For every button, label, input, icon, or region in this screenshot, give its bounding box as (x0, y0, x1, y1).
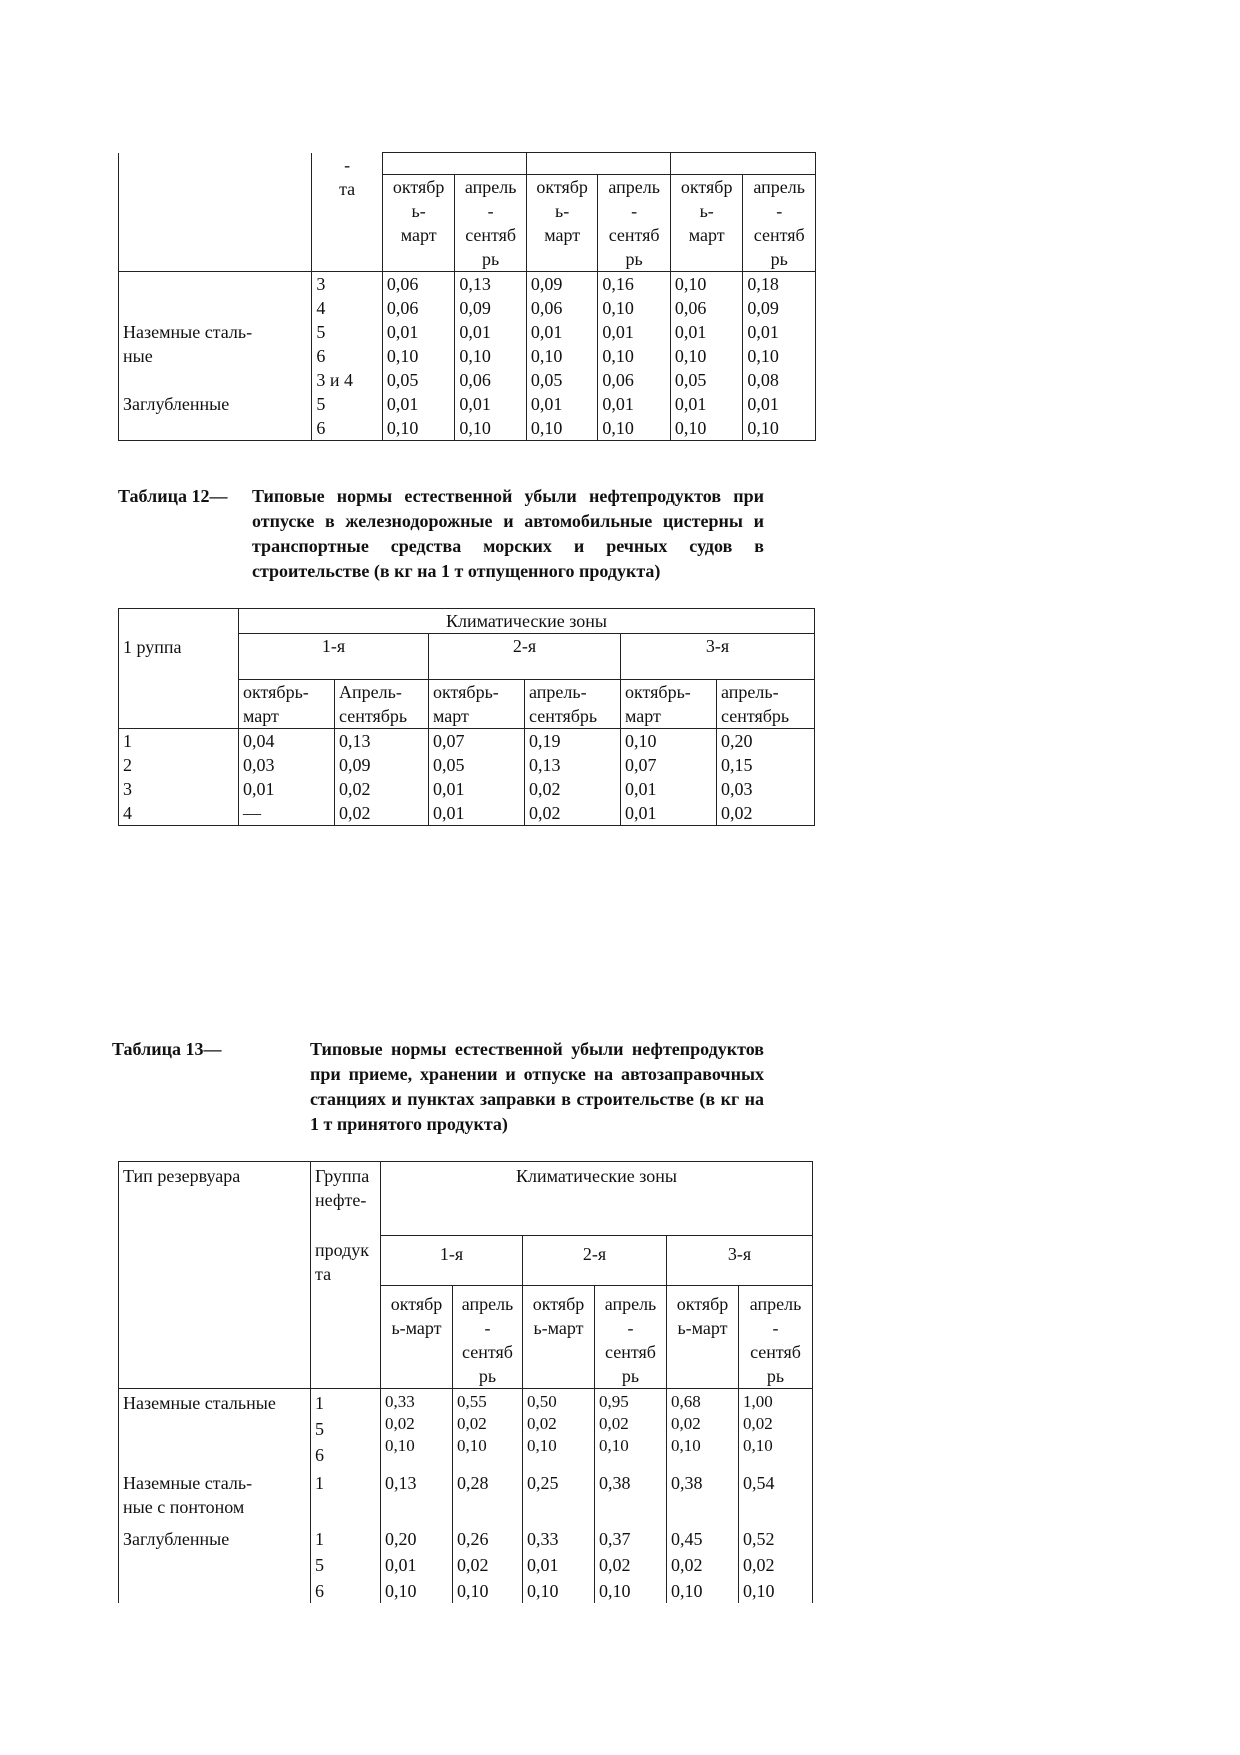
table-12-number: Таблица 12— (118, 486, 228, 506)
season-header: апрель - сентяб рь (739, 1286, 813, 1389)
season-header: октябрь- март (621, 680, 717, 729)
group-cell: 1 5 6 (311, 1527, 381, 1603)
zone-1-header: 1-я (239, 634, 429, 680)
value-cell: 0,50 0,02 0,10 (523, 1389, 595, 1468)
value-cell: 0,37 0,02 0,10 (595, 1527, 667, 1603)
tank-type-cell: Наземные сталь- ные с понтоном (119, 1467, 311, 1527)
season-header: октябр ь- март (526, 175, 598, 272)
table-12 (118, 608, 815, 826)
season-header: октябр ь- март (670, 175, 743, 272)
value-cell: 0,38 (667, 1467, 739, 1527)
zones-header: Климатические зоны (239, 609, 815, 634)
zone-3-header: 3-я (621, 634, 815, 680)
zone-1-header: 1-я (381, 1236, 523, 1286)
type-header-tail (119, 153, 312, 272)
value-column: 0,06 0,06 0,01 0,10 0,05 0,01 0,10 (382, 272, 455, 441)
table-row (119, 1389, 813, 1468)
zone-2-header: 2-я (429, 634, 621, 680)
table-13 (118, 1161, 813, 1603)
table-13-number: Таблица 13— (112, 1039, 222, 1059)
value-cell: 0,45 0,02 0,10 (667, 1527, 739, 1603)
group-column: 3 4 5 6 3 и 4 5 6 (312, 272, 383, 441)
season-header: октябр ь-март (667, 1286, 739, 1389)
season-header: октябрь- март (239, 680, 335, 729)
value-cell: 0,33 0,01 0,10 (523, 1527, 595, 1603)
season-header: апрель - сентяб рь (455, 175, 527, 272)
table-11-continuation (118, 152, 816, 441)
zone-3-header: 3-я (667, 1236, 813, 1286)
zone-3-header (670, 153, 815, 175)
table-row: 3 0,01 0,02 0,01 0,02 0,01 0,03 (119, 777, 815, 801)
value-cell: 0,54 (739, 1467, 813, 1527)
table-12-title: Типовые нормы естественной убыли нефтепродуктов при отпуске в железнодорожные и автомобильные цистерны и транспортные средства морских и речных судов в строительстве (в кг на 1 т отпущенного продукта) (252, 486, 764, 581)
tank-type-header: Тип резервуара (119, 1162, 311, 1389)
zone-2-header: 2-я (523, 1236, 667, 1286)
value-cell: 0,20 0,01 0,10 (381, 1527, 453, 1603)
group-header: 1 руппа (119, 609, 239, 729)
table-row: 2 0,03 0,09 0,05 0,13 0,07 0,15 (119, 753, 815, 777)
zones-header: Климатические зоны (381, 1162, 813, 1236)
season-header: апрель - сентяб рь (598, 175, 671, 272)
tank-type-cell: Наземные сталь- ные Заглубленные (119, 272, 312, 441)
table-row (119, 1467, 813, 1527)
season-header: апрель- сентябрь (525, 680, 621, 729)
value-cell: 0,33 0,02 0,10 (381, 1389, 453, 1468)
season-header: октябр ь- март (382, 175, 455, 272)
value-cell: 0,95 0,02 0,10 (595, 1389, 667, 1468)
value-cell: 0,26 0,02 0,10 (453, 1527, 523, 1603)
season-header: октябр ь-март (381, 1286, 453, 1389)
value-column: 0,10 0,06 0,01 0,10 0,05 0,01 0,10 (670, 272, 743, 441)
value-cell: 1,00 0,02 0,10 (739, 1389, 813, 1468)
table-12-caption (118, 484, 764, 584)
table-13-title: Типовые нормы естественной убыли нефтепродуктов при приеме, хранении и отпуске на автозаправочных станциях и пунктах заправки в строительстве (в кг на 1 т принятого продукта) (310, 1039, 764, 1134)
season-header: апрель- сентябрь (717, 680, 815, 729)
zone-1-header (382, 153, 526, 175)
value-cell: 0,28 (453, 1467, 523, 1527)
value-cell: 0,68 0,02 0,10 (667, 1389, 739, 1468)
table-row: 1 0,04 0,13 0,07 0,19 0,10 0,20 (119, 729, 815, 754)
value-column: 0,18 0,09 0,01 0,10 0,08 0,01 0,10 (743, 272, 816, 441)
value-cell: 0,52 0,02 0,10 (739, 1527, 813, 1603)
tank-type-cell: Наземные стальные (119, 1389, 311, 1468)
season-header: Апрель- сентябрь (335, 680, 429, 729)
table-13-caption (112, 1037, 764, 1137)
group-cell: 1 5 6 (311, 1389, 381, 1468)
table-row: 4 — 0,02 0,01 0,02 0,01 0,02 (119, 801, 815, 826)
value-cell: 0,25 (523, 1467, 595, 1527)
value-cell: 0,38 (595, 1467, 667, 1527)
season-header: апрель - сентяб рь (595, 1286, 667, 1389)
value-cell: 0,55 0,02 0,10 (453, 1389, 523, 1468)
zone-2-header (526, 153, 670, 175)
season-header: апрель - сентяб рь (743, 175, 816, 272)
value-cell: 0,13 (381, 1467, 453, 1527)
value-column: 0,09 0,06 0,01 0,10 0,05 0,01 0,10 (526, 272, 598, 441)
season-header: октябр ь-март (523, 1286, 595, 1389)
group-header: Группа нефте- продук та (311, 1162, 381, 1389)
season-header: апрель - сентяб рь (453, 1286, 523, 1389)
value-column: 0,16 0,10 0,01 0,10 0,06 0,01 0,10 (598, 272, 671, 441)
value-column: 0,13 0,09 0,01 0,10 0,06 0,01 0,10 (455, 272, 527, 441)
table-row (119, 1527, 813, 1603)
tank-type-cell: Заглубленные (119, 1527, 311, 1603)
season-header: октябрь- март (429, 680, 525, 729)
group-cell: 1 (311, 1467, 381, 1527)
group-header-tail: - та (312, 153, 383, 272)
